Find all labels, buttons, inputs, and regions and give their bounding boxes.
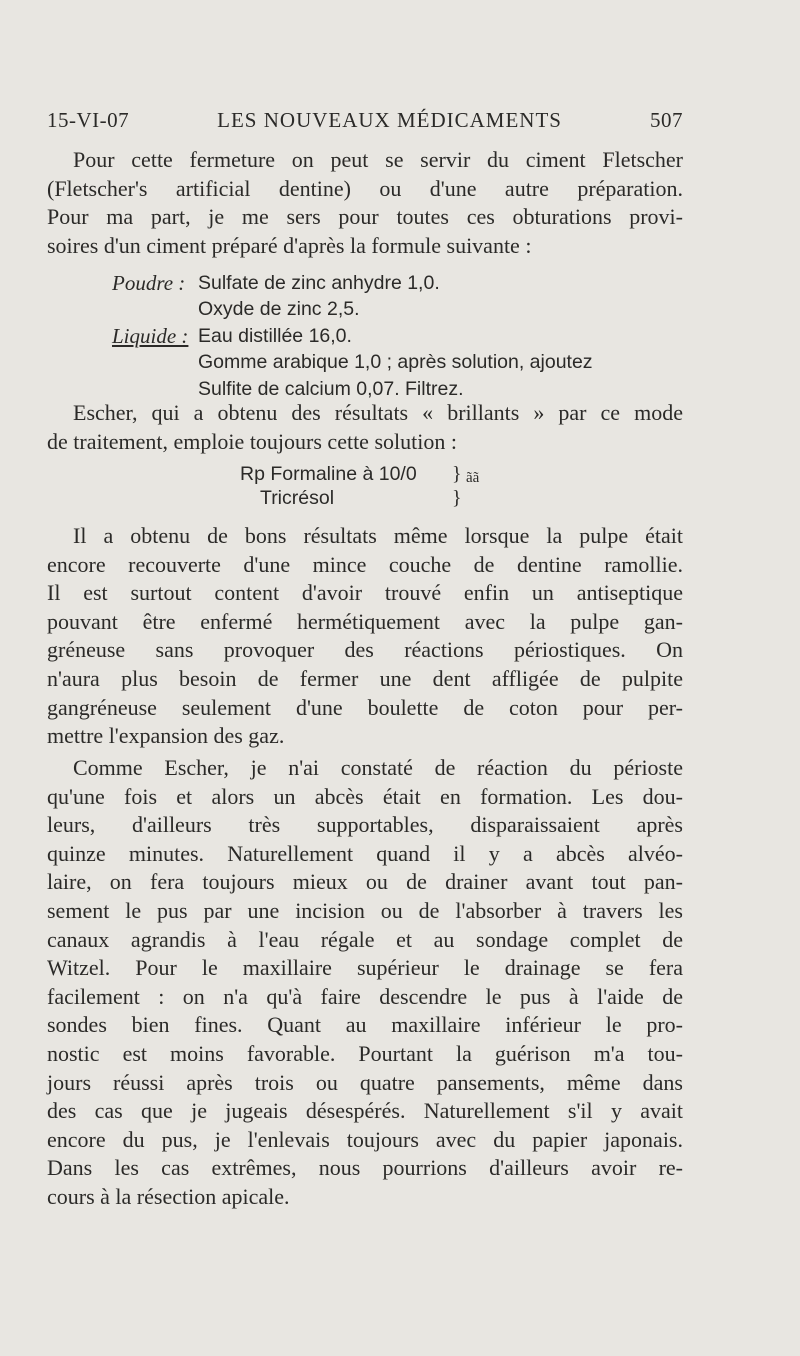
running-header xyxy=(47,108,683,133)
paragraph-1 xyxy=(47,146,683,260)
text-line: de traitement, emploie toujours cette solution : xyxy=(47,428,457,454)
formula-label-liquide: Liquide : xyxy=(112,323,189,348)
cement-formula xyxy=(112,270,672,402)
text-line: Pour cette fermeture on peut se servir du ciment Fletscher xyxy=(73,147,683,172)
text-line: jours réussi après trois ou quatre pansements, même dans xyxy=(47,1069,683,1095)
text-line: laire, on fera toujours mieux ou de drainer avant tout pan- xyxy=(47,869,683,895)
formula-line: Sulfite de calcium 0,07. Filtrez. xyxy=(198,377,464,400)
text-line: mettre l'expansion des gaz. xyxy=(47,723,285,749)
text-line: nostic est moins favorable. Pourtant la guérison m'a tou- xyxy=(47,1040,683,1066)
text-line: Pour ma part, je me sers pour toutes ces obturations provi- xyxy=(47,204,683,230)
paragraph-4 xyxy=(47,754,683,1212)
text-line: Il a obtenu de bons résultats même lorsque la pulpe était xyxy=(73,523,683,548)
header-title: LES NOUVEAUX MÉDICAMENTS xyxy=(217,108,562,132)
text-line: quinze minutes. Naturellement quand il y a abcès alvéo- xyxy=(47,840,683,866)
formula-label-poudre: Poudre : xyxy=(112,271,186,295)
formula-line: Sulfate de zinc anhydre 1,0. xyxy=(198,272,440,294)
text-line: (Fletscher's artificial dentine) ou d'une autre préparation. xyxy=(47,175,683,201)
text-line: facilement : on n'a qu'à faire descendre le pus à l'aide de xyxy=(47,983,683,1009)
prescription-aa: ãã xyxy=(466,470,480,486)
text-line: n'aura plus besoin de fermer une dent affligée de pulpite xyxy=(47,665,683,691)
text-line: Dans les cas extrêmes, nous pourrions d'ailleurs avoir re- xyxy=(47,1155,683,1181)
formula-line: Oxyde de zinc 2,5. xyxy=(198,298,360,321)
text-line: soires d'un ciment préparé d'après la formule suivante : xyxy=(47,232,532,258)
text-line: Escher, qui a obtenu des résultats « brillants » par ce mode xyxy=(73,400,683,425)
text-line: Comme Escher, je n'ai constaté de réaction du périoste xyxy=(73,755,683,780)
text-line: canaux agrandis à l'eau régale et au sondage complet de xyxy=(47,926,683,952)
text-line: sement le pus par une incision ou de l'absorber à travers les xyxy=(47,897,683,923)
text-line: leurs, d'ailleurs très supportables, disparaissaient après xyxy=(47,812,683,838)
paragraph-3 xyxy=(47,522,683,751)
text-line: Il est surtout content d'avoir trouvé enfin un antiseptique xyxy=(47,580,683,606)
text-line: encore du pus, je l'enlevais toujours avec du papier japonais. xyxy=(47,1126,683,1152)
paragraph-2 xyxy=(47,399,683,456)
prescription xyxy=(240,462,417,510)
formula-line: Gomme arabique 1,0 ; après solution, ajoutez xyxy=(198,351,593,374)
text-line: pouvant être enfermé hermétiquement avec la pulpe gan- xyxy=(47,608,683,634)
page-number: 507 xyxy=(649,108,683,132)
formula-line: Eau distillée 16,0. xyxy=(198,324,352,347)
prescription-line: Rp Formaline à 10/0 xyxy=(240,463,417,485)
text-line: encore recouverte d'une mince couche de dentine ramollie. xyxy=(47,551,683,577)
text-line: gangréneuse seulement d'une boulette de coton pour per- xyxy=(47,694,683,720)
brace-glyph: } } xyxy=(452,463,462,509)
prescription-line: Tricrésol xyxy=(260,487,335,509)
text-line: qu'une fois et alors un abcès était en formation. Les dou- xyxy=(47,783,683,809)
header-date: 15-VI-07 xyxy=(47,108,130,132)
text-line: sondes bien fines. Quant au maxillaire inférieur le pro- xyxy=(47,1012,683,1038)
text-line: gréneuse sans provoquer des réactions périostiques. On xyxy=(47,637,683,663)
text-line: des cas que je jugeais désespérés. Naturellement s'il y avait xyxy=(47,1098,683,1124)
text-line: cours à la résection apicale. xyxy=(47,1183,290,1209)
text-line: Witzel. Pour le maxillaire supérieur le drainage se fera xyxy=(47,955,683,981)
